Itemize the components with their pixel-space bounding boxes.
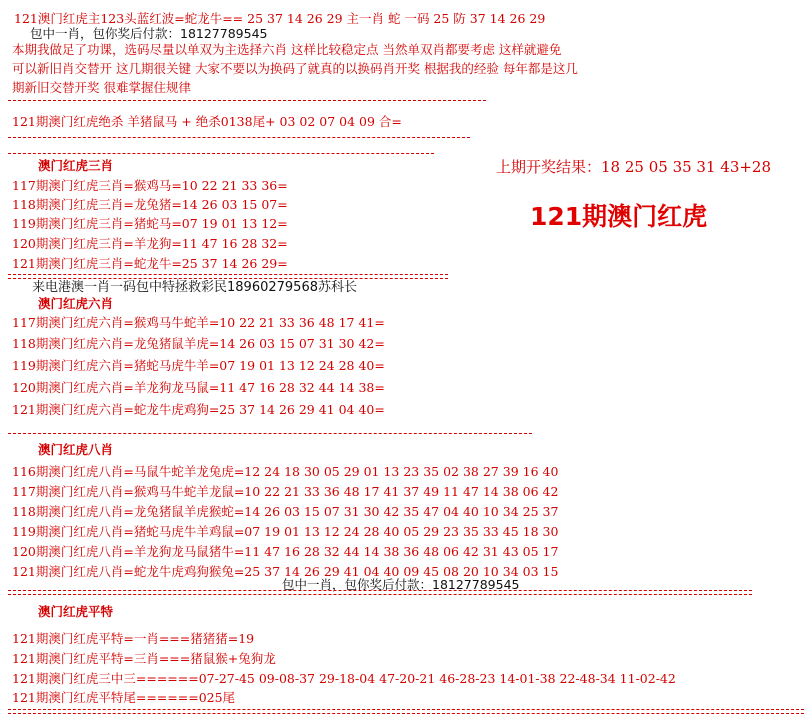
list-item: 118期澳门红虎六肖=龙兔猪鼠羊虎=14 26 03 15 07 31 30 42= [12, 336, 385, 351]
ad-line-3: 包中一肖，包你奖后付款：18127789545 [282, 577, 520, 592]
intro-line-3: 期新旧交替开奖 很难掌握住规律 [12, 80, 191, 95]
list-item: 116期澳门红虎八肖=马鼠牛蛇羊龙兔虎=12 24 18 30 05 29 01 13 23 35 02 38 27 39 16 40 [12, 464, 559, 479]
list-item: 121期澳门红虎平特=三肖===猪鼠猴+兔狗龙 [12, 651, 276, 666]
last-result: 上期开奖结果：18 25 05 35 31 43+28 [496, 158, 772, 176]
list-item: 121期澳门红虎三中三======07-27-45 09-08-37 29-18-04 47-20-21 46-28-23 14-01-38 22-48-34 11-02-42 [12, 671, 676, 686]
section-title-ping-te: 澳门红虎平特 [38, 604, 114, 619]
list-item: 119期澳门红虎八肖=猪蛇马虎牛羊鸡鼠=07 19 01 13 12 24 28 40 05 29 23 35 33 45 18 30 [12, 524, 559, 539]
double-divider [8, 274, 448, 279]
list-item: 118期澳门红虎八肖=龙兔猪鼠羊虎猴蛇=14 26 03 15 07 31 30 42 35 47 04 40 10 34 25 37 [12, 504, 559, 519]
divider [8, 100, 486, 101]
list-item: 120期澳门红虎八肖=羊龙狗龙马鼠猪牛=11 47 16 28 32 44 14 38 36 48 06 42 31 43 05 17 [12, 544, 559, 559]
header-line-1: 121澳门红虎主123头蓝红波=蛇龙牛== 25 37 14 26 29 主一肖 蛇 一码 25 防 37 14 26 29 [14, 11, 546, 26]
ad-line-1: 包中一肖，包你奖后付款：18127789545 [30, 26, 268, 41]
list-item: 117期澳门红虎三肖=猴鸡马=10 22 21 33 36= [12, 178, 288, 193]
kill-line: 121期澳门红虎绝杀 羊猪鼠马 + 绝杀0138尾+ 03 02 07 04 09 合= [12, 114, 402, 129]
list-item: 121期澳门红虎平特尾======025尾 [12, 690, 236, 705]
section-title-liu-xiao: 澳门红虎六肖 [38, 296, 114, 311]
big-title: 121期澳门红虎 [530, 202, 708, 231]
list-item: 117期澳门红虎六肖=猴鸡马牛蛇羊=10 22 21 33 36 48 17 41= [12, 315, 385, 330]
list-item: 121期澳门红虎六肖=蛇龙牛虎鸡狗=25 37 14 26 29 41 04 40= [12, 402, 385, 417]
list-item: 121期澳门红虎平特=一肖===猪猪猪=19 [12, 631, 255, 646]
list-item: 120期澳门红虎六肖=羊龙狗龙马鼠=11 47 16 28 32 44 14 38= [12, 380, 385, 395]
divider [8, 137, 470, 138]
list-item: 121期澳门红虎八肖=蛇龙牛虎鸡狗猴兔=25 37 14 26 29 41 04 40 09 45 08 20 10 34 03 15 [12, 564, 559, 579]
ad-line-2: 来电港澳一肖一码包中特拯救彩民18960279568苏科长 [32, 280, 357, 295]
divider [8, 153, 434, 154]
intro-line-2: 可以新旧肖交替开 这几期很关键 大家不要以为换码了就真的以换码肖开奖 根据我的经验 每年都是这几 [12, 61, 578, 76]
intro-line-1: 本期我做足了功课，选码尽量以单双为主选择六肖 这样比较稳定点 当然单双肖都要考虑 这样就避免 [12, 42, 562, 57]
divider [8, 433, 532, 434]
list-item: 119期澳门红虎六肖=猪蛇马虎牛羊=07 19 01 13 12 24 28 40= [12, 358, 385, 373]
list-item: 119期澳门红虎三肖=猪蛇马=07 19 01 13 12= [12, 216, 288, 231]
section-title-ba-xiao: 澳门红虎八肖 [38, 442, 114, 457]
double-divider [8, 590, 752, 595]
list-item: 117期澳门红虎八肖=猴鸡马牛蛇羊龙鼠=10 22 21 33 36 48 17 41 37 49 11 47 14 38 06 42 [12, 484, 559, 499]
double-divider [8, 709, 804, 714]
list-item: 120期澳门红虎三肖=羊龙狗=11 47 16 28 32= [12, 236, 288, 251]
section-title-san-xiao: 澳门红虎三肖 [38, 158, 114, 173]
list-item: 121期澳门红虎三肖=蛇龙牛=25 37 14 26 29= [12, 256, 288, 271]
list-item: 118期澳门红虎三肖=龙兔猪=14 26 03 15 07= [12, 197, 288, 212]
